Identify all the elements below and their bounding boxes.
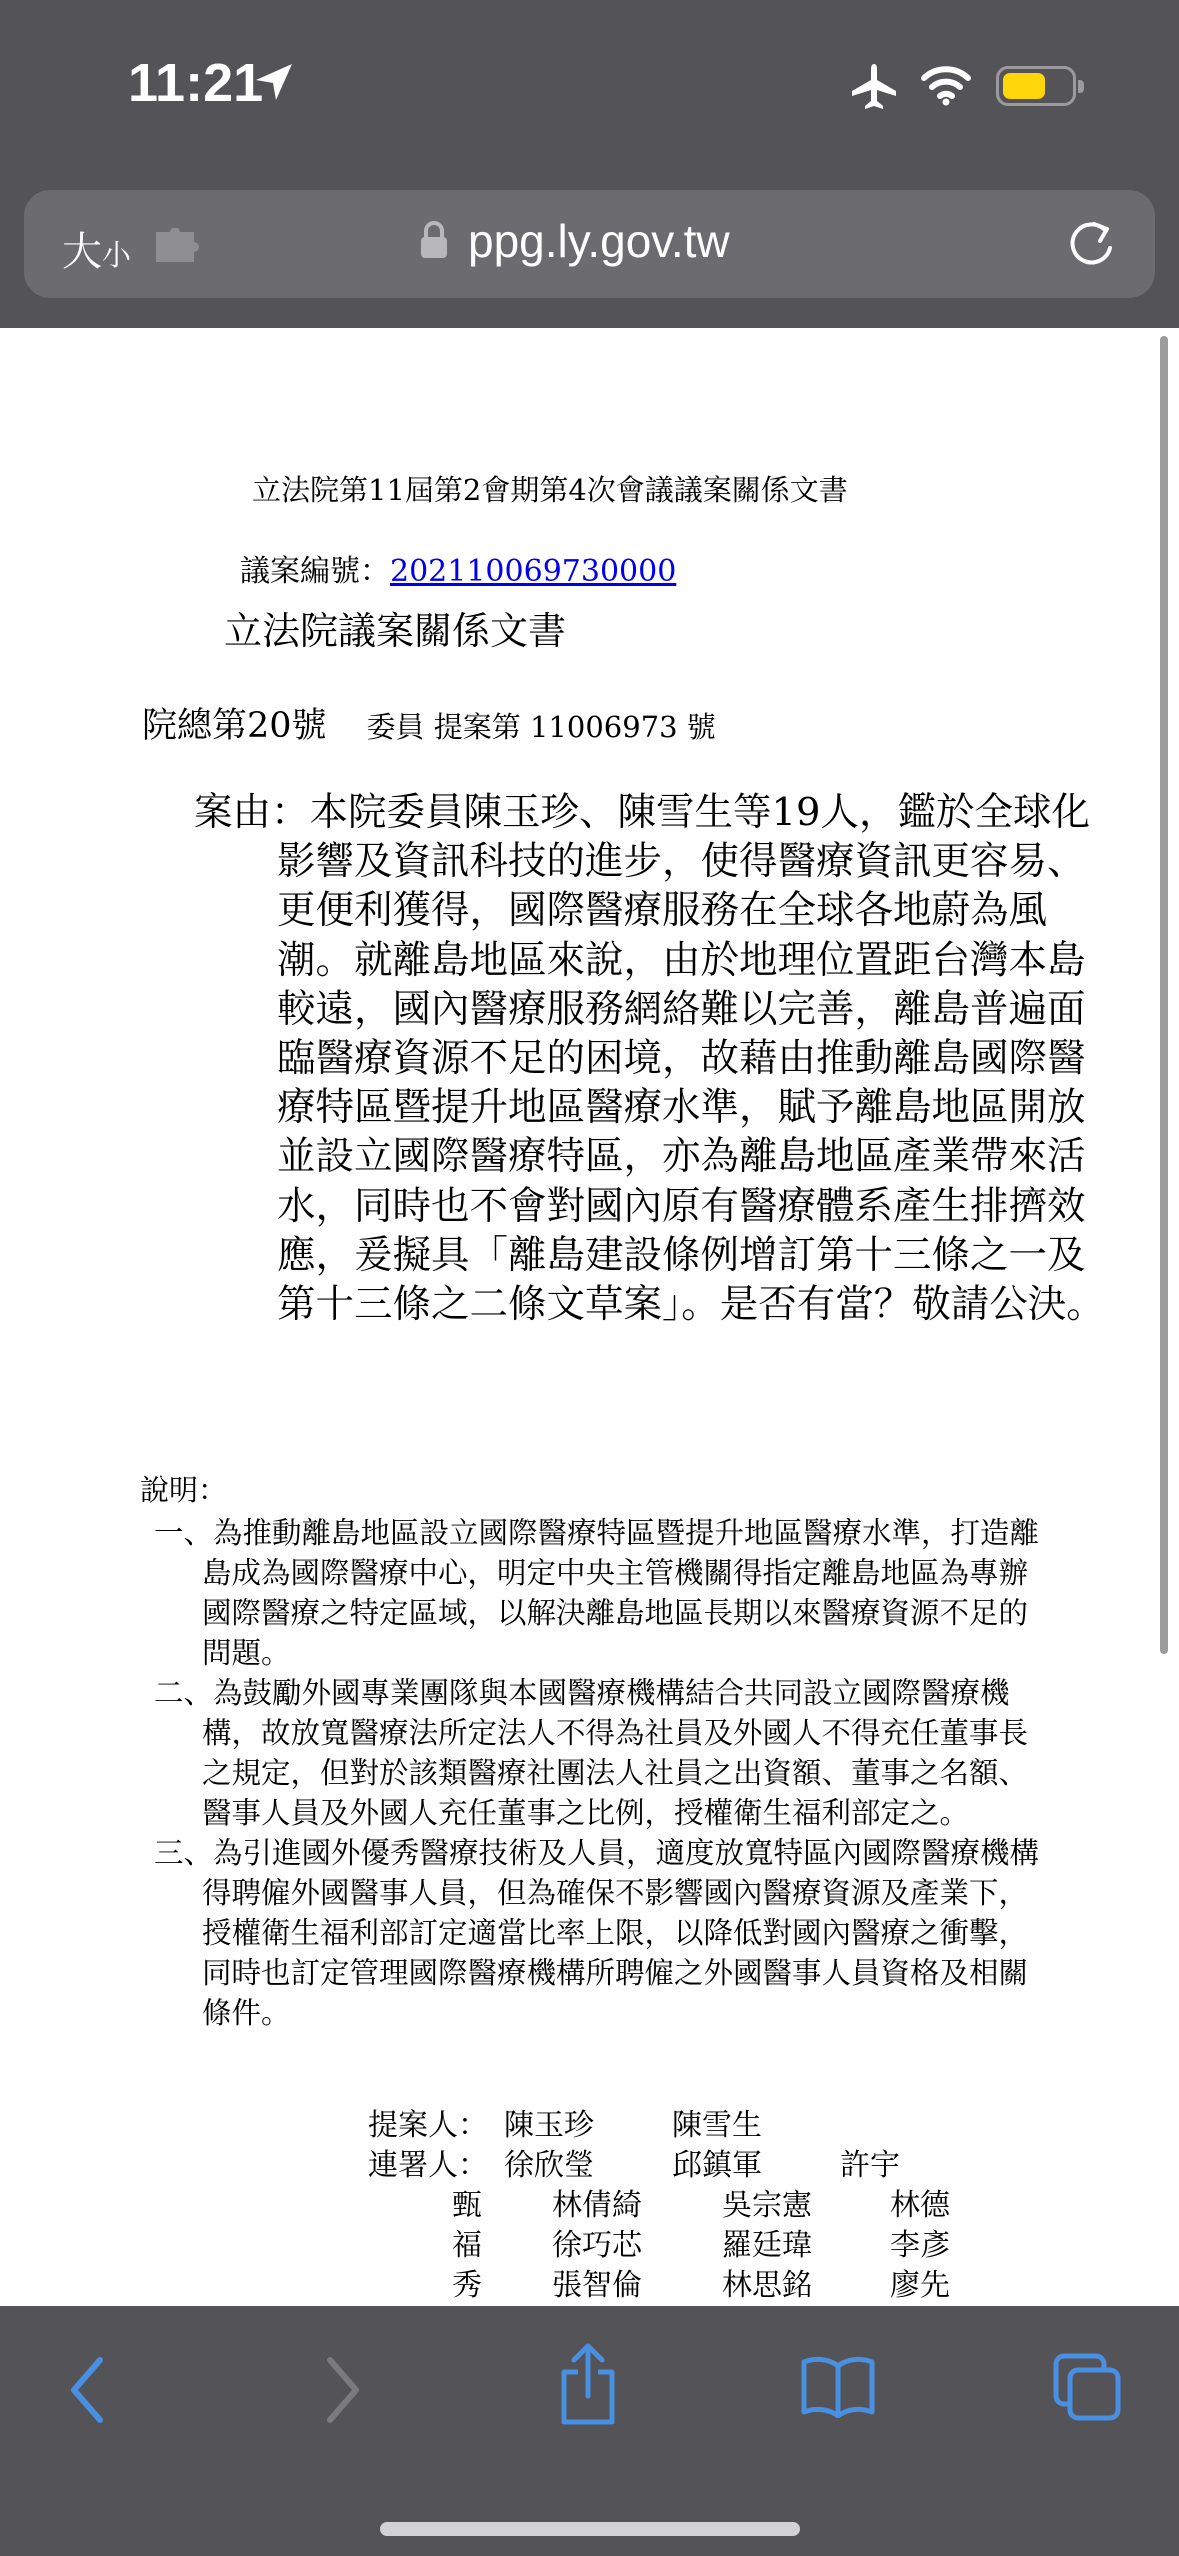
session-line <box>142 698 716 748</box>
signer-name: 吳宗憲 <box>722 2188 812 2223</box>
session-number: 院總第20號 <box>142 706 327 746</box>
signer-name: 邱鎮軍 <box>672 2148 762 2183</box>
document-title: 立法院第11屆第2會期第4次會議議案關係文書 <box>252 473 848 507</box>
battery-icon <box>996 66 1076 106</box>
signer-name: 甄 <box>452 2188 482 2223</box>
signer-name: 張智倫 <box>552 2268 642 2303</box>
bill-number-label: 議案編號： <box>240 554 390 589</box>
signer-name: 林思銘 <box>722 2268 812 2303</box>
case-reason: 案由：本院委員陳玉珍、陳雪生等19人，鑑於全球化影響及資訊科技的進步，使得醫療資訊更容易、更便利獲得，國際醫療服務在全球各地蔚為風潮。就離島地區來說，由於地理位置距台灣本島較遠，國內醫療服務網絡難以完善，離島普遍面臨醫療資源不足的困境，故藉由推動離島國際醫療特區暨提升地區醫療水準，賦予離島地區開放並設立國際醫療特區，亦為離島地區產業帶來活水，同時也不會對國內原有醫療體系產生排擠效應，爰擬具「離島建設條例增訂第十三條之一及第十三條之二條文草案」。是否有當？敬請公決。 <box>194 790 1105 1328</box>
tabs-button[interactable] <box>1052 2352 1124 2424</box>
proposal-number: 委員 提案第 11006973 號 <box>366 710 716 744</box>
signer-name: 陳玉珍 <box>504 2108 594 2143</box>
signer-name: 林德 <box>890 2188 950 2223</box>
forward-button[interactable] <box>318 2350 368 2430</box>
signer-name: 羅廷瑋 <box>722 2228 812 2263</box>
airplane-mode-icon <box>848 60 900 112</box>
explanation-item: 一、為推動離島地區設立國際醫療特區暨提升地區醫療水準，打造離島成為國際醫療中心，明定中央主管機關得指定離島地區為專辦國際醫療之特定區域，以解決離島地區長期以來醫療資源不足的問題。 <box>154 1516 1040 1670</box>
signer-name: 林倩綺 <box>552 2188 642 2223</box>
document-heading: 立法院議案關係文書 <box>224 609 567 653</box>
url-text[interactable]: ppg.ly.gov.tw <box>468 215 730 267</box>
explanation-item: 二、為鼓勵外國專業團隊與本國醫療機構結合共同設立國際醫療機構，故放寬醫療法所定法人不得為社員及外國人不得充任董事長之規定，但對於該類醫療社團法人社員之出資額、董事之名額、醫事人員及外國人充任董事之比例，授權衛生福利部定之。 <box>154 1676 1029 1830</box>
wifi-icon <box>920 62 972 106</box>
proposer-label: 提案人： <box>368 2108 488 2143</box>
explanation-item: 三、為引進國外優秀醫療技術及人員，適度放寬特區內國際醫療機構得聘僱外國醫事人員，但為確保不影響國內醫療資源及產業下，授權衛生福利部訂定適當比率上限，以降低對國內醫療之衝擊，同時也訂定管理國際醫療機構所聘僱之外國醫事人員資格及相關條件。 <box>154 1836 1040 2030</box>
bookmarks-button[interactable] <box>800 2354 876 2418</box>
home-indicator[interactable] <box>380 2522 800 2536</box>
status-bar <box>0 0 1179 170</box>
back-button[interactable] <box>62 2350 112 2430</box>
signer-name: 徐巧芯 <box>552 2228 642 2263</box>
address-bar[interactable] <box>24 190 1155 298</box>
cosigner-label: 連署人： <box>368 2148 488 2183</box>
browser-toolbar <box>0 2306 1179 2556</box>
web-content[interactable] <box>0 328 1179 2306</box>
explanation-label: 說明： <box>140 1473 228 1507</box>
signer-name: 李彥 <box>890 2228 950 2263</box>
explanation-list <box>154 1513 1044 2033</box>
text-size-button[interactable]: 大小 <box>62 230 132 274</box>
signer-name: 秀 <box>452 2268 482 2303</box>
extension-icon[interactable] <box>152 228 202 264</box>
signer-name: 許宇 <box>840 2148 900 2183</box>
signer-name: 福 <box>452 2228 482 2263</box>
lock-icon <box>418 220 450 260</box>
scrollbar[interactable] <box>1160 336 1168 1654</box>
location-arrow-icon <box>252 60 296 104</box>
clock: 11:21 <box>128 53 264 113</box>
bill-number-link[interactable]: 202110069730000 <box>390 554 677 589</box>
signer-name: 徐欣瑩 <box>504 2148 594 2183</box>
reload-icon[interactable] <box>1064 216 1118 272</box>
share-button[interactable] <box>554 2342 622 2428</box>
signer-name: 廖先 <box>890 2268 950 2303</box>
signer-name: 陳雪生 <box>672 2108 762 2143</box>
bill-number-line <box>240 546 676 590</box>
